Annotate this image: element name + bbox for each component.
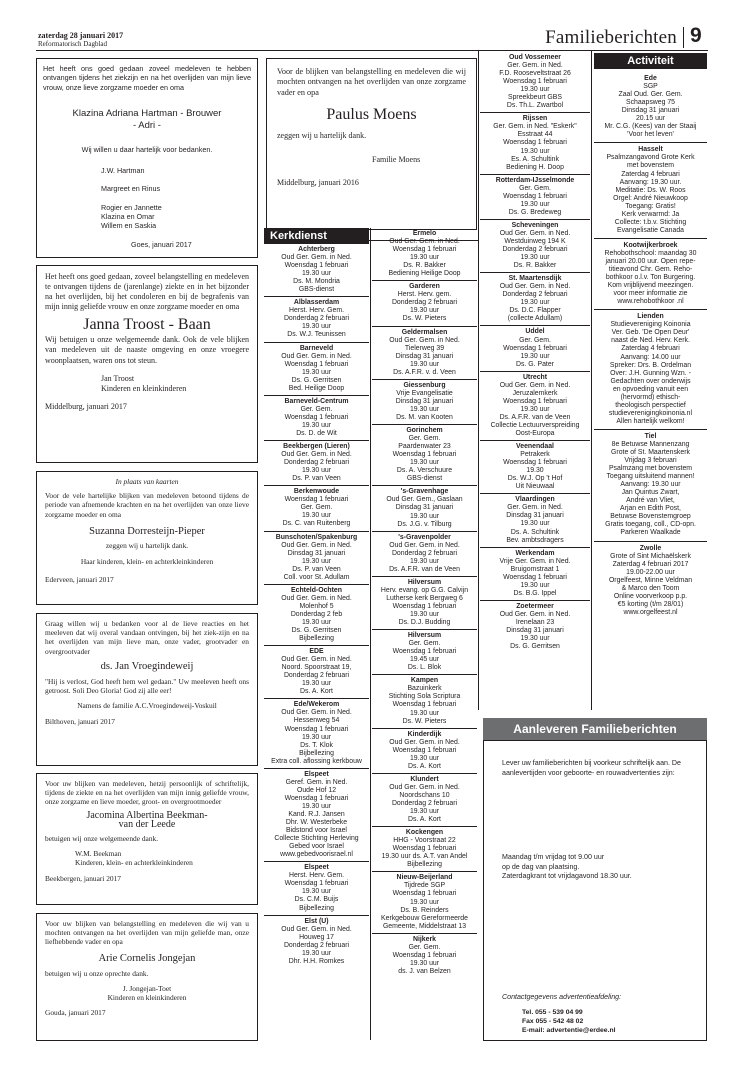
service-entry-details: Ger. Gem. Woensdag 1 februari 19.30 uur Ds. D. de Wit [284,405,349,437]
service-entry-place: Scheveningen [511,221,559,229]
ad-troost [36,265,258,463]
service-entry-details: Herst. Herv. Gem. Donderdag 2 februari 19.30 uur Ds. W.J. Teunissen [283,307,350,339]
aanleveren-heading: Aanleveren Familieberichten [483,718,707,740]
service-entry-place: Hilversum [407,632,442,640]
service-entry [264,769,369,863]
service-entry-place: Nijkerk [413,935,436,943]
ad-place-date: Ederveen, januari 2017 [45,575,114,585]
service-entry-details: Vrije Evangelisatie Dinsdag 31 januari 19.30 uur Ds. M. van Kooten [395,389,454,421]
service-entry-details: Oud Ger. Gem. in Ned. Noordschans 10 Donderdag 2 februari 19.30 uur Ds. A. Kort [389,783,460,824]
service-entry [372,425,477,486]
ad-thanks: betuigen wij u onze oprechte dank. [45,968,149,978]
ad-thanks: betuigen wij onze welgemeende dank. [45,834,159,844]
ad-intro: Voor uw blijken van belangstelling en medeleven die wij van u mochten ontvangen na het overlijden van mijn geliefde man, onze liefhebbende vader en opa [45,919,249,947]
service-entry-details: Oud Ger. Gem. in Ned. Woensdag 1 februari 19.30 uur Ds. A. Kort [389,738,460,770]
service-entry-place: Gorinchem [406,427,443,435]
service-entry [372,872,477,933]
section-title: Familieberichten [545,27,677,48]
ad-family: Haar kinderen, klein- en achterkleinkinderen [80,557,214,567]
ad-hartman [36,58,258,258]
service-entry-details: Oud Ger. Gem. in Ned. Irenelaan 23 Dinsdag 31 januari 19.30 uur Ds. G. Gerritsen [499,610,571,651]
service-entry-place: Achterberg [298,246,335,253]
aanleveren-intro: Lever uw familieberichten bij voorkeur schriftelijk aan. De aanlevertijden voor geboorte- en rouwadvertenties zijn: [502,759,681,777]
ad-place-date: Gouda, januari 2017 [45,1008,106,1018]
service-entry-details: Oud Ger. Gem. in Ned. Molenhof 5 Donderdag 2 feb 19.30 uur Ds. G. Gerritsen Bijbellezing [281,594,352,643]
ad-deceased-name: ds. Jan Vroegindeweij [100,660,194,672]
service-entry-place: Barneveld [299,344,334,352]
ad-family: Namens de familie A.C.Vroegindeweij-Voskuil [77,701,217,711]
ad-deceased-name: Klazina Adriana Hartman - Brouwer [72,108,222,120]
service-entry [480,441,590,494]
service-entry-details: Herv. evang. op G.G. Calvijn Lutherse kerk Bergweg 6 Woensdag 1 februari 19.30 uur Ds. D.J. Budding [380,586,469,627]
service-entry-details: Ger. Gem. Woensdag 1 februari 19.45 uur Ds. L. Blok [392,640,457,672]
service-entry-details: Oud Ger. Gem. in Ned. Donderdag 2 februari 19.30 uur Ds. A.F.R. van de Veen [389,541,460,573]
kerkdienst-col-rule-3 [591,50,592,710]
service-entry-details: Oud Ger. Gem. in Ned. Noord. Spoorstraat 19, Donderdag 2 februari 19.30 uur Ds. A. Kort [281,656,352,696]
ad-vroegindeweij [36,613,258,766]
service-entry [372,380,477,425]
header-publication: Reformatorisch Dagblad [38,40,108,48]
activity-item-place: Zwolle [639,544,662,552]
ad-place-date: Middelburg, januari 2017 [45,401,127,411]
kerkdienst-column-1 [264,244,369,968]
service-entry-place: Echteld-Ochten [291,586,342,594]
activity-item-details: SGP Zaal Oud. Ger. Gem. Schaapsweg 75 Dinsdag 31 januari 20.15 uur Mr. C.G. (Kees) van der Staaij 'Voor het leven' [604,83,697,139]
ad-place-date: Middelburg, januari 2016 [277,177,359,187]
activity-item-place: Tiel [644,432,657,440]
kerkdienst-col-rule-2 [478,50,479,710]
service-entry [264,532,369,585]
header-rule [36,50,708,51]
ad-deceased-nickname: - Adri - [133,120,161,132]
service-entry-details: Woensdag 1 februari Ger. Gem. 19.30 uur Ds. C. van Ruitenberg [282,496,351,528]
service-entry-details: Ger. Gem. Woensdag 1 februari 19.30 uur Ds. G. Pater [503,336,567,368]
service-entry [480,220,590,273]
service-entry-place: Bunschoten/Spakenburg [275,533,358,541]
service-entry-details: Oud Ger. Gem. in Ned. Westduinweg 194 K Donderdag 2 februari 19.30 uur Ds. R. Bakker [499,229,571,270]
ad-intro: Het heeft ons goed gedaan zoveel medeleven te hebben ontvangen tijdens het ziekzijn en na het overlijden van mijn lieve vrouw, onze lieve zorgzame moeder en oma [43,64,251,92]
service-entry-place: Ermelo [412,230,437,237]
service-entry [372,729,477,774]
service-entry-place: St. Maartensdijk [508,275,562,283]
service-entry [372,827,477,872]
service-entry-details: Oud Ger. Gem. in Ned. Woensdag 1 februari 19.30 uur Ds. R. Bakker Bediening Heilige Doop [388,238,461,278]
activity-item-details: Studievereniging Koinonia Ver. Geb. 'De Open Deur' naast de Ned. Herv. Kerk. Zaterdag 4 februari Aanvang: 14.00 uur Spreker: Drs. B. Ordelman Over: J.H. Gunning Wzn. - Gedachten over onderwijs en opvoeding vanuit een (hervormd) ethisch- theologisch perspectief studieverenigingkoinonia.nl Allen hartelijk welkom! [608,321,693,425]
ad-place-date: Bilthoven, januari 2017 [45,716,115,726]
service-entry-details: Oud Ger. Gem. in Ned. Jeruzalemkerk Woensdag 1 februari 19.30 uur Ds. A.F.R. van de Veen Collectie Lectuurverspreiding Oost-Europa [490,381,580,438]
service-entry [372,532,477,577]
service-entry [264,699,369,768]
service-entry-details: Ger. Gem. in Ned. "Eskerk" Esstraat 44 Woensdag 1 februari 19.30 uur Es. A. Schultink Bediening H. Doop [493,123,577,171]
ad-deceased-name: Janna Troost - Baan [83,316,211,333]
service-entry [480,372,590,441]
ad-deceased-name: Paulus Moens [326,106,417,124]
ad-dorresteijn [36,471,258,605]
service-entry [480,548,590,601]
ad-deceased-name: Suzanna Dorresteijn-Pieper [89,525,205,537]
service-entry [372,228,477,281]
ad-intro: Voor de vele hartelijke blijken van medeleven betoond tijdens de periode van afnemende krachten en na het overlijden van onze lieve zorgzame moeder en oma [45,491,249,519]
header-date: zaterdag 28 januari 2017 [38,31,124,40]
service-entry-place: 's-Gravenpolder [398,533,451,541]
activity-item-details: Rehobothschool: maandag 30 januari 20.00 uur. Open repe- titieavond Chr. Gem. Reho- bothkoor o.l.v. Ton Burgering. Kom vrijblijvend meezingen. voor meer informatie zie www.rehobothkoor .nl [604,249,697,306]
activity-item-details: Psalmzangavond Grote Kerk met bovenstem Zaterdag 4 februari Aanvang: 19.30 uur. Meditatie: Ds. W. Roos Orgel: André Nieuwkoop Toegang: Gratis! Kerk verwarmd: Ja Collecte: t.b.v. Stichting Evangelisatie Canada [606,154,695,234]
ad-thanks: zeggen wij u hartelijk dank. [277,131,367,141]
service-entry-place: Kampen [410,677,439,685]
service-entry-details: Bazuinkerk Stichting Sola Scriptura Woensdag 1 februari 19.30 uur Ds. W. Pieters [388,685,461,725]
service-entry [480,113,590,174]
ad-place-date: Beekbergen, januari 2017 [45,873,122,883]
ad-signatures: W.M. Beekman Kinderen, klein- en achterkleinkinderen [75,849,193,868]
service-entry-details: Petrakerk Woensdag 1 februari 19.30 Ds. W.J. Op 't Hof Uit Nieuwaal [503,451,567,491]
service-entry [480,494,590,547]
service-entry-details: Oud Ger. Gem. in Ned. Hessenweg 54 Woensdag 1 februari 19.30 uur Ds. T. Klok Bijbellezing Extra coll. aflossing kerkbouw [271,709,362,765]
service-entry-place: Werkendam [515,549,555,557]
service-entry [372,774,477,827]
activity-item [594,143,707,239]
aanleveren-contact-heading: Contactgegevens advertentieafdeling: [502,993,622,1001]
activity-item-place: Ede [644,75,657,82]
service-entry-details: Herst. Herv. gem. Donderdag 2 februari 19.30 uur Ds. W. Pieters [391,291,458,323]
ad-jongejan [36,913,258,1041]
service-entry [372,934,477,978]
service-entry-details: HHG - Voorstraat 22 Woensdag 1 februari 19.30 uur ds. A.T. van Andel Bijbellezing [381,837,468,869]
service-entry-details: Ger. Gem. Woensdag 1 februari 19.30 uur ds. J. van Belzen [392,943,457,975]
service-entry-place: Geldermalsen [401,328,448,336]
ad-deceased-name-2: van der Leede [118,818,176,830]
service-entry-details: Ger. Gem. in Ned. Dinsdag 31 januari 19.30 uur Ds. A. Schultink Bev. ambtsdragers [506,504,564,544]
service-entry-details: Geref. Gem. in Ned. Oude Hof 12 Woensdag 1 februari 19.30 uur Kand. R.J. Jansen Dhr. W. Westerbeke Bidstond voor Israel Collecte Stichting Herleving Gebed voor Israel www.gebedvoorisrael.nl [274,778,359,859]
service-entry-place: Kockengen [405,829,444,837]
service-entry-place: Veenendaal [516,443,554,451]
service-entry-details: Ger. Gem. Woensdag 1 februari 19.30 uur Ds. G. Bredeweg [503,184,567,216]
kerkdienst-col-rule-1 [370,228,371,1040]
service-entry-place: Barneveld-Centrum [284,397,349,405]
service-entry [264,343,369,396]
aanleveren-times: Maandag t/m vrijdag tot 9.00 uur op de dag van plaatsing. Zaterdagkrant tot vrijdagavond 18.30 uur. [502,853,632,880]
service-entry [264,297,369,342]
service-entry-place: Elspeet [304,770,329,778]
service-entry [264,244,369,297]
ad-beekman [36,773,258,905]
service-entry-details: Oud Ger. Gem. in Ned. Dinsdag 31 januari 19.30 uur Ds. P. van Veen Coll. voor St. Adullam [281,541,352,581]
page-number: 9 [690,24,702,47]
ad-quote: "Hij is verlost, God heeft hem wel gedaan." Uw meeleven heeft ons getroost. Soli Deo Gloria! God zij alle eer! [45,677,249,696]
service-entry-place: Rotterdam-IJsselmonde [495,176,575,184]
ad-intro: Voor uw blijken van medeleven, hetzij persoonlijk of schriftelijk, tijdens de ziekte en na het overlijden van mijn innig geliefde vrouw, onze zorgzame en lieve moeder, groot- en overgrootmoeder [45,779,249,807]
aanleveren-contact: Tel. 055 - 539 04 99 Fax 055 - 542 48 02 E-mail: advertentie@erdee.nl [522,1009,616,1034]
ad-signatures: J. Jongejan-Toet Kinderen en kleinkinderen [107,984,187,1003]
service-entry [372,486,477,531]
service-entry-place: Kinderdijk [407,730,442,738]
service-entry [264,585,369,646]
service-entry-place: Beekbergen (Lieren) [283,443,350,451]
kerkdienst-column-3 [480,52,590,653]
service-entry-place: Berkenwoude [293,488,340,496]
ad-thanks: Wij willen u daar hartelijk voor bedanken. [81,144,213,154]
service-entry-place: 's-Gravenhage [400,488,449,496]
service-entry-details: Oud Ger. Gem., Gaslaan Dinsdag 31 januari 19.30 uur Ds. J.G. v. Tilburg [386,496,463,528]
service-entry-place: EDE [309,648,324,656]
service-entry-place: Utrecht [522,373,548,381]
service-entry-place: Oud Vossemeer [509,54,561,61]
activity-item [594,239,707,310]
ad-intro: Voor de blijken van belangstelling en medeleven die wij mochten ontvangen na het overlijden van onze zorgzame vader en opa [277,67,466,97]
service-entry [480,175,590,220]
service-entry-details: Herst. Herv. Gem. Woensdag 1 februari 19.30 uur Ds. C.M. Buijs Bijbellezing [284,872,349,912]
service-entry [372,630,477,675]
service-entry-place: Nieuw-Beijerland [396,874,453,882]
service-entry-details: Oud Ger. Gem. in Ned. Woensdag 1 februari 19.30 uur Ds. M. Mondria GBS-dienst [281,254,352,294]
service-entry [372,577,477,630]
aanleveren-box [483,740,707,1041]
service-entry [264,646,369,699]
service-entry [480,326,590,371]
activity-item-details: Grote of Sint Michaëlskerk Zaterdag 4 februari 2017 19.00-22.00 uur Orgelfeest, Minne Veldman & Marco den Toom Online voorverkoop p.p. €5 korting (t/m 28/01) www.orgelfeest.nl [608,552,693,616]
service-entry-details: Oud Ger. Gem. in Ned. Donderdag 2 februari 19.30 uur Ds. P. van Veen [281,451,352,483]
header-separator [683,27,684,48]
activiteit-column [594,72,707,620]
service-entry-place: Ede/Wekerom [293,701,340,709]
service-entry-details: Ger. Gem. in Ned. F.D. Rooseveltstraat 26 Woensdag 1 februari 19.30 uur Spreekbeurt GBS Ds. Th.L. Zwartbol [499,62,571,110]
activity-item [594,542,707,620]
service-entry-place: Alblasserdam [293,299,340,307]
activity-item-place: Kootwijkerbroek [623,241,678,249]
service-entry-details: Ger. Gem. Paardenwater 23 Woensdag 1 februari 19.30 uur Ds. A. Verschuure GBS-dienst [392,435,457,483]
service-entry-details: Tijdrede SGP Woensdag 1 februari 19.30 uur Ds. B. Reinders Kerkgebouw Gereformeerde Gemeente, Middelstraat 13 [381,882,468,930]
service-entry-place: Garderen [409,283,440,291]
ad-moens [266,58,477,230]
service-entry [264,916,369,968]
kerkdienst-heading: Kerkdienst [264,228,369,244]
service-entry-place: Rijssen [522,115,548,123]
service-entry-place: Hilversum [407,578,442,586]
service-entry-details: Oud Ger. Gem. in Ned. Woensdag 1 februari 19.30 uur Ds. G. Gerritsen Bed. Heilige Doop [281,352,352,392]
ad-signatures: Jan Troost Kinderen en kleinkinderen [101,373,187,393]
activity-item-details: 8e Betuwse Mannenzang Grote of St. Maartenskerk Vrijdag 3 februari Psalmzang met bovenstem Toegang uitsluitend mannen! Aanvang: 19.30 uur Jan Quintus Zwart, André van Vliet, Arjan en Edith Post, Betuwse Bovenstemgroep Gratis toegang, coll., CD-opn. Parkeren Waalkade [605,440,696,537]
kerkdienst-column-2 [372,228,477,978]
ad-deceased-name: Jacomina Albertina Beekman- [86,809,208,821]
service-entry [264,396,369,441]
service-entry-place: Zoetermeer [516,602,554,610]
activity-item [594,430,707,542]
service-entry-place: Elst (U) [304,917,329,925]
service-entry-place: Giessenburg [403,381,446,389]
service-entry [372,327,477,380]
ad-family: Familie Moens [372,154,421,164]
activity-item [594,72,707,143]
activity-item [594,310,707,430]
activity-item-place: Lienden [637,313,664,321]
service-entry [264,441,369,486]
activiteit-heading: Activiteit [594,53,707,69]
ad-thanks: zeggen wij u hartelijk dank. [105,541,189,551]
service-entry-details: Oud Ger. Gem. in Ned. Donderdag 2 februari 19.30 uur Ds. D.C. Flapper (collecte Adullam) [499,283,571,323]
service-entry [372,281,477,326]
ad-deceased-name: Arie Cornelis Jongejan [98,952,196,964]
ad-intro: Graag willen wij u bedanken voor al de lieve reacties en het meeleven dat wij overal vandaan ontvingen, bij het ziek-zijn en na het overlijden van mijn lieve man, onze vader, grootvader en overgrootvader [45,619,249,656]
service-entry-details: Oud Ger. Gem. in Ned. Houweg 17 Donderdag 2 februari 19.30 uur Dhr. H.H. Romkes [281,925,352,965]
service-entry-place: Vlaardingen [515,496,555,504]
service-entry-details: Vrije Ger. Gem. in Ned. Bruigomstraat 1 Woensdag 1 februari 19.30 uur Ds. B.G. Ippel [499,557,571,597]
ad-intro: Het heeft ons goed gedaan, zoveel belangstelling en medeleven te ontvangen tijdens de (jarenlange) ziekte en in het bijzonder na het overlijden, bij het condoleren en bij de begrafenis van mijn innig geliefde vrouw en onze zorgzame moeder en oma [45,272,249,311]
service-entry [480,273,590,326]
service-entry-details: Oud Ger. Gem. in Ned. Tielerweg 39 Dinsdag 31 januari 19.30 uur Ds. A.F.R. v. d. Veen [389,336,460,376]
ad-signatures: J.W. Hartman Margreet en Rinus Rogier en Jannette Klazina en Omar Willem en Saskia [101,165,162,231]
service-entry [480,601,590,653]
activity-item-place: Hasselt [638,146,663,154]
service-entry [264,862,369,915]
service-entry [264,486,369,531]
service-entry-place: Elspeet [304,864,329,872]
ad-heading: In plaats van kaarten [115,477,179,486]
ad-body: Wij betuigen u onze welgemeende dank. Ook de vele blijken van medeleven uit de naaste omgeving en onze vroegere woonplaatsen, waren ons tot steun. [45,335,249,365]
service-entry [480,52,590,113]
service-entry-place: Klundert [410,775,439,783]
service-entry [372,675,477,728]
ad-place-date: Goes, januari 2017 [131,240,192,250]
service-entry-place: Uddel [525,328,545,336]
